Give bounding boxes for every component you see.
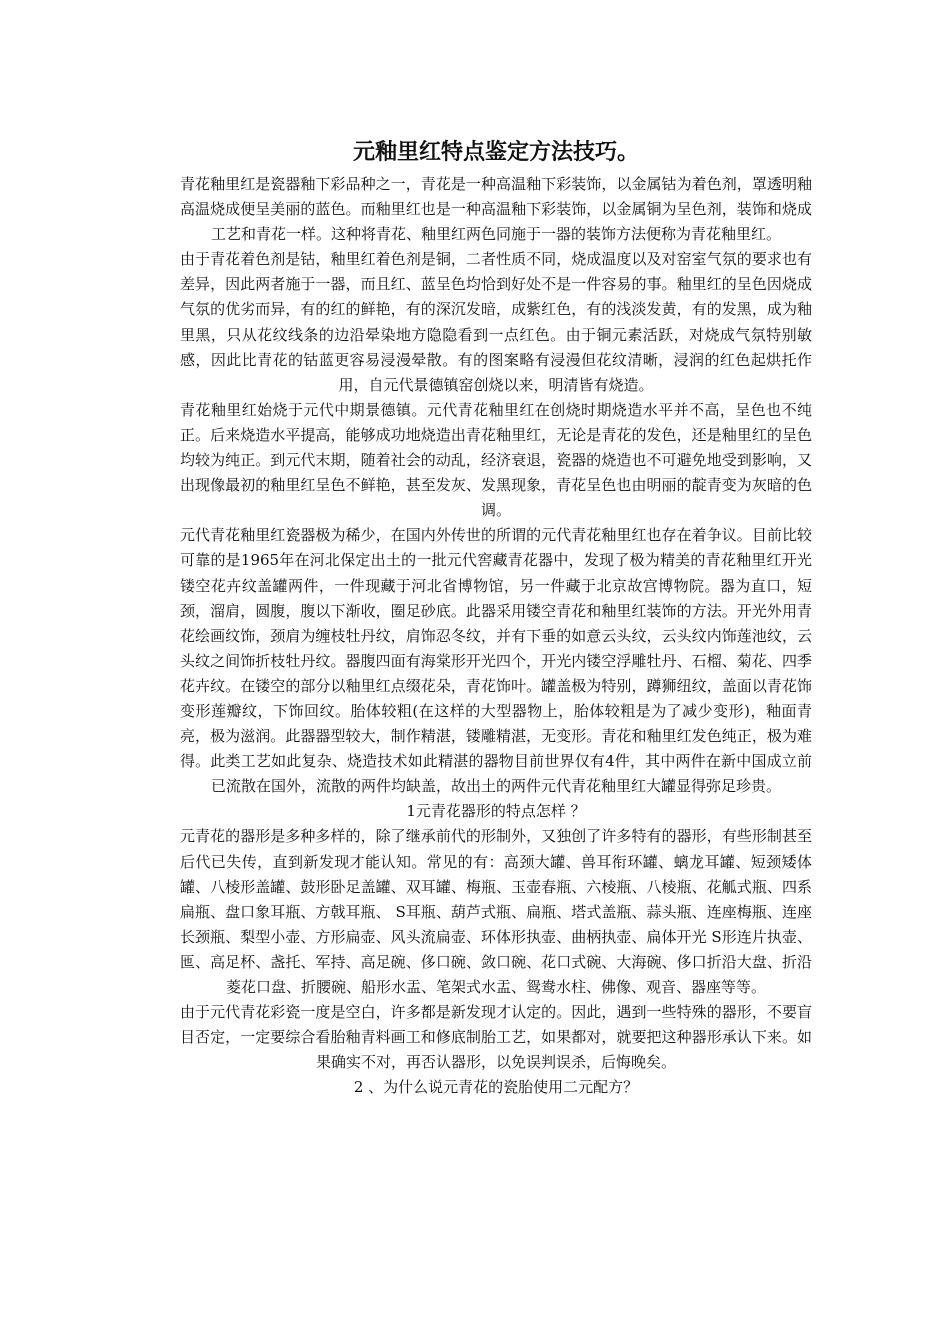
document-page (180, 132, 812, 1100)
paragraph-history: 青花釉里红始烧于元代中期景德镇。元代青花釉里红在创烧时期烧造水平并不高，呈色也不纯正。后来烧造水平提高，能够成功地烧造出青花釉里红，无论是青花的发色，还是釉里红的呈色均较为纯正。到元代末期，随着社会的动乱，经济衰退，瓷器的烧造也不可避免地受到影响，又出现像最初的釉里红呈色不鲜艳，甚至发灰、发黑现象，青花呈色也由明丽的靛青变为灰暗的色调。 (180, 400, 812, 520)
paragraph-forms: 元青花的器形是多种多样的，除了继承前代的形制外，又独创了许多特有的器形，有些形制甚至后代已失传，直到新发现才能认知。常见的有：高颈大罐、兽耳衔环罐、螭龙耳罐、短颈矮体罐、八棱形盖罐、鼓形卧足盖罐、双耳罐、梅瓶、玉壶春瓶、六棱瓶、八棱瓶、花觚式瓶、四系扁瓶、盘口象耳瓶、方戟耳瓶、 S耳瓶、葫芦式瓶、扁瓶、塔式盖瓶、蒜头瓶、连座梅瓶、连座长颈瓶、梨型小壶、方形扁壶、风头流扁壶、环体形执壶、曲柄执壶、扁体开光 S形连片执壶、匜、高足杯、盏托、军持、高足碗、侈口碗、敛口碗、花口式碗、大海碗、侈口折沿大盘、折沿菱花口盘、折腰碗、船形水盂、笔架式水盂、鸳鸯水柱、佛像、观音、器座等等。 (180, 827, 812, 996)
question-heading-2: 2 、为什么说元青花的瓷胎使用二元配方？ (353, 1078, 639, 1097)
document-title: 元釉里红特点鉴定方法技巧。 (352, 139, 639, 165)
paragraph-artifacts: 元代青花釉里红瓷器极为稀少，在国内外传世的所谓的元代青花釉里红也存在着争议。目前比较可靠的是1965年在河北保定出土的一批元代窖藏青花器中，发现了极为精美的青花釉里红开光镂空花卉纹盖罐两件，一件现藏于河北省博物馆，另一件藏于北京故宫博物院。器为直口，短颈，溜肩，圆腹，腹以下渐收，圈足砂底。此器采用镂空青花和釉里红装饰的方法。开光外用青花绘画纹饰，颈肩为缠枝牡丹纹，肩饰忍冬纹，并有下垂的如意云头纹，云头纹内饰莲池纹，云头纹之间饰折枝牡丹纹。器腹四面有海棠形开光四个，开光内镂空浮雕牡丹、石榴、菊花、四季花卉纹。在镂空的部分以釉里红点缀花朵，青花饰叶。罐盖极为特别，蹲狮纽纹，盖面以青花饰变形莲瓣纹，下饰回纹。胎体较粗(在这样的大型器物上，胎体较粗是为了减少变形)，釉面青亮，极为滋润。此器器型较大，制作精湛，镂雕精湛，无变形。青花和釉里红发色纯正，极为难得。此类工艺如此复杂、烧造技术如此精湛的器物目前世界仅有4件，其中两件在新中国成立前已流散在国外，流散的两件均缺盖，故出土的两件元代青花釉里红大罐显得弥足珍贵。 (180, 526, 812, 796)
paragraph-intro: 青花釉里红是瓷器釉下彩品种之一，青花是一种高温釉下彩装饰，以金属钴为着色剂，罩透明釉高温烧成便呈美丽的蓝色。而釉里红也是一种高温釉下彩装饰，以金属铜为呈色剂，装饰和烧成工艺和青花一样。这种将青花、釉里红两色同施于一器的装饰方法便称为青花釉里红。 (180, 175, 812, 244)
paragraph-advice: 由于元代青花彩瓷一度是空白，许多都是新发现才认定的。因此，遇到一些特殊的器形，不要盲目否定，一定要综合看胎釉青料画工和修底制胎工艺，如果都对，就要把这种器形承认下来。如果确实不对，再否认器形，以免误判误杀，后悔晚矣。 (180, 1003, 812, 1072)
paragraph-coloring: 由于青花着色剂是钴，釉里红着色剂是铜，二者性质不同，烧成温度以及对窑室气氛的要求也有差异，因此两者施于一器，而且红、蓝呈色均恰到好处不是一件容易的事。釉里红的呈色因烧成气氛的优劣而异，有的红的鲜艳，有的深沉发暗，成紫红色，有的浅淡发黄，有的发黑，成为釉里黑，只从花纹线条的边沿晕染地方隐隐看到一点红色。由于铜元素活跃，对烧成气氛特别敏感，因此比青花的钴蓝更容易浸漫晕散。有的图案略有浸漫但花纹清晰，浸润的红色起烘托作用，自元代景德镇窑创烧以来，明清皆有烧造。 (180, 250, 812, 394)
question-heading-1: 1元青花器形的特点怎样 ？ (406, 802, 586, 821)
